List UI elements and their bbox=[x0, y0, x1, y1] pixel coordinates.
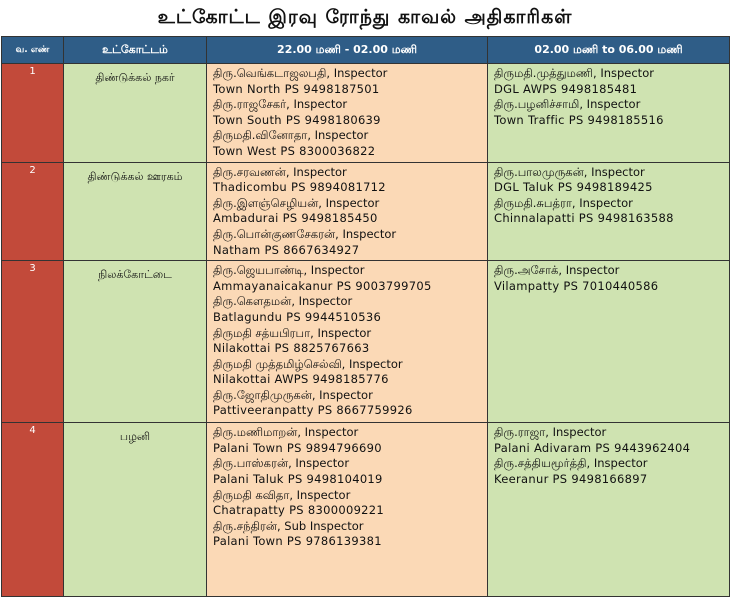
officer-station-phone: Thadicombu PS 9894081712 bbox=[213, 180, 386, 195]
shift1-cell bbox=[207, 64, 488, 163]
officer-station-phone: Palani Taluk PS 9498104019 bbox=[213, 471, 383, 486]
header-sno: வ. எண் bbox=[2, 37, 64, 64]
patrol-officers-table bbox=[1, 36, 730, 597]
table-row bbox=[2, 261, 730, 423]
header-shift1: 22.00 மணி - 02.00 மணி bbox=[207, 37, 488, 64]
officer-list bbox=[207, 261, 487, 421]
shift2-cell bbox=[488, 64, 730, 163]
officer-name: திரு.பழனிச்சாமி, Inspector bbox=[494, 97, 641, 112]
officer-station-phone: Natham PS 8667634927 bbox=[213, 242, 360, 257]
officer-station-phone: Palani Adivaram PS 9443962404 bbox=[494, 440, 691, 455]
row-sno: 2 bbox=[2, 162, 64, 261]
officer-station-phone: Nilakottai PS 8825767663 bbox=[213, 341, 370, 356]
officer-name: திரு.ஜோதிமுருகன், Inspector bbox=[213, 387, 373, 402]
officer-name: திருமதி.வினோதா, Inspector bbox=[213, 128, 369, 143]
officer-name: திரு.மணிமாறன், Inspector bbox=[213, 425, 359, 440]
table-row bbox=[2, 423, 730, 597]
officer-station-phone: Town West PS 8300036822 bbox=[213, 143, 376, 158]
officer-name: திருமதி.சுபத்ரா, Inspector bbox=[494, 195, 633, 210]
officer-station-phone: Ambadurai PS 9498185450 bbox=[213, 211, 378, 226]
officer-station-phone: Palani Town PS 9786139381 bbox=[213, 534, 382, 549]
officer-station-phone: Ammayanaicakanur PS 9003799705 bbox=[213, 278, 432, 293]
officer-station-phone: Town North PS 9498187501 bbox=[213, 81, 380, 96]
officer-station-phone: Chinnalapatti PS 9498163588 bbox=[494, 211, 674, 226]
officer-name: திரு.ராஜா, Inspector bbox=[494, 425, 607, 440]
officer-station-phone: Town Traffic PS 9498185516 bbox=[494, 112, 664, 127]
shift1-cell bbox=[207, 423, 488, 597]
shift1-cell bbox=[207, 261, 488, 423]
officer-name: திரு.பாஸ்கரன், Inspector bbox=[213, 456, 350, 471]
row-division: திண்டுக்கல் ஊரகம் bbox=[64, 162, 207, 261]
officer-station-phone: Batlagundu PS 9944510536 bbox=[213, 309, 382, 324]
officer-list bbox=[488, 423, 729, 489]
officer-name: திரு.ராஜசேகர், Inspector bbox=[213, 97, 348, 112]
officer-list bbox=[488, 64, 729, 130]
row-sno: 1 bbox=[2, 64, 64, 163]
row-division: பழனி bbox=[64, 423, 207, 597]
shift2-cell bbox=[488, 423, 730, 597]
officer-list bbox=[207, 423, 487, 552]
officer-name: திரு.சரவணன், Inspector bbox=[213, 164, 347, 179]
officer-name: திரு.கௌதமன், Inspector bbox=[213, 294, 353, 309]
officer-name: திருமதி கவிதா, Inspector bbox=[213, 487, 351, 502]
row-division: திண்டுக்கல் நகர் bbox=[64, 64, 207, 163]
shift2-cell bbox=[488, 162, 730, 261]
officer-station-phone: Palani Town PS 9894796690 bbox=[213, 440, 382, 455]
officer-station-phone: DGL Taluk PS 9498189425 bbox=[494, 180, 653, 195]
table-header-row bbox=[2, 37, 730, 64]
officer-name: திரு.அசோக், Inspector bbox=[494, 263, 620, 278]
officer-list bbox=[488, 261, 729, 296]
officer-station-phone: DGL AWPS 9498185481 bbox=[494, 81, 638, 96]
shift2-cell bbox=[488, 261, 730, 423]
officer-station-phone: Pattiveeranpatty PS 8667759926 bbox=[213, 403, 413, 418]
table-row bbox=[2, 64, 730, 163]
officer-station-phone: Nilakottai AWPS 9498185776 bbox=[213, 372, 389, 387]
officer-name: திருமதி.முத்துமணி, Inspector bbox=[494, 66, 654, 80]
header-shift2: 02.00 மணி to 06.00 மணி bbox=[488, 37, 730, 64]
officer-list bbox=[488, 163, 729, 229]
officer-station-phone: Town South PS 9498180639 bbox=[213, 112, 381, 127]
officer-name: திரு.பொன்குணசேகரன், Inspector bbox=[213, 226, 397, 241]
shift1-cell bbox=[207, 162, 488, 261]
officer-name: திருமதி முத்தமிழ்செல்வி, Inspector bbox=[213, 356, 403, 371]
officer-name: திரு.சந்திரன், Sub Inspector bbox=[213, 518, 364, 533]
row-sno: 3 bbox=[2, 261, 64, 423]
header-division: உட்கோட்டம் bbox=[64, 37, 207, 64]
officer-name: திரு.ஜெயபாண்டி, Inspector bbox=[213, 263, 365, 278]
officer-list bbox=[207, 64, 487, 162]
officer-name: திருமதி சத்யபிரபா, Inspector bbox=[213, 325, 372, 340]
officer-name: திரு.சத்தியமூர்த்தி, Inspector bbox=[494, 456, 648, 471]
row-sno: 4 bbox=[2, 423, 64, 597]
page-title: உட்கோட்ட இரவு ரோந்து காவல் அதிகாரிகள் bbox=[157, 5, 573, 28]
officer-name: திரு.வெங்கடாஜலபதி, Inspector bbox=[213, 66, 388, 80]
officer-station-phone: Chatrapatty PS 8300009221 bbox=[213, 503, 385, 518]
officer-name: திரு.இளஞ்செழியன், Inspector bbox=[213, 195, 380, 210]
officer-station-phone: Keeranur PS 9498166897 bbox=[494, 471, 648, 486]
officer-name: திரு.பாலமுருகன், Inspector bbox=[494, 164, 645, 179]
row-division: நிலக்கோட்டை bbox=[64, 261, 207, 423]
table-row bbox=[2, 162, 730, 261]
officer-station-phone: Vilampatty PS 7010440586 bbox=[494, 278, 659, 293]
officer-list bbox=[207, 163, 487, 261]
